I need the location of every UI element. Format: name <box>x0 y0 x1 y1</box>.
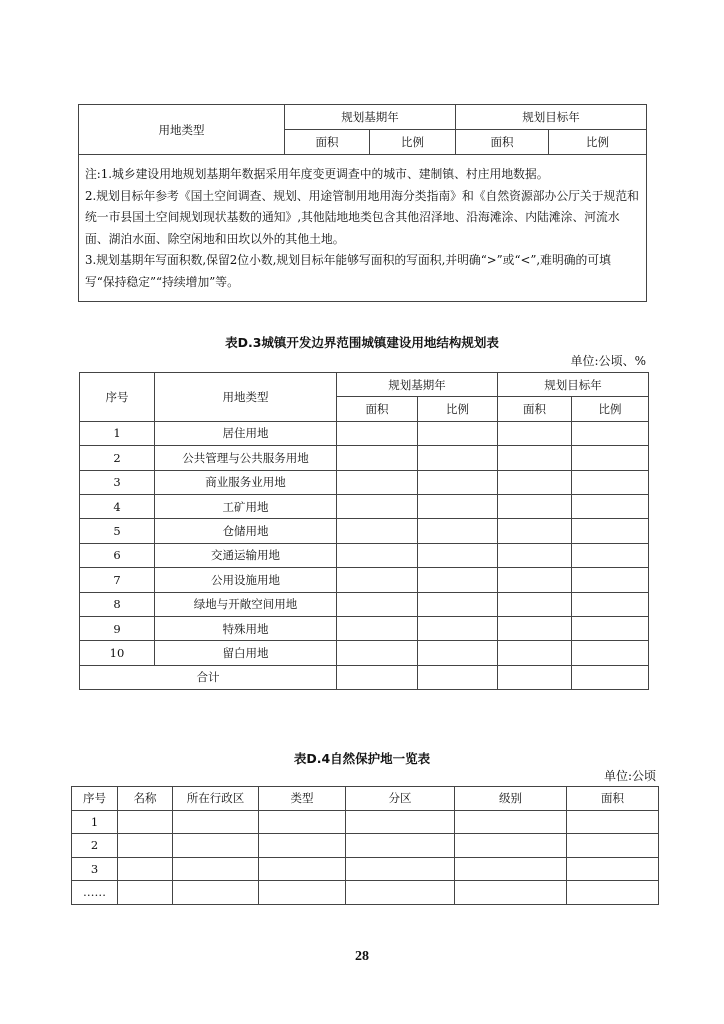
table-row <box>72 857 659 881</box>
row-land-type: 商业服务业用地 <box>155 470 337 494</box>
column-header: 面积 <box>567 787 659 811</box>
table-cell[interactable] <box>118 881 173 905</box>
table-cell[interactable] <box>418 543 498 567</box>
table-cell[interactable] <box>337 665 418 689</box>
column-header: 分区 <box>346 787 455 811</box>
row-number: 9 <box>80 616 155 640</box>
row-number: 2 <box>72 834 118 858</box>
row-number: 3 <box>72 857 118 881</box>
table-cell[interactable] <box>337 494 418 518</box>
table-cell[interactable] <box>572 568 649 592</box>
col-base-area: 面积 <box>337 397 418 421</box>
col-target-ratio: 比例 <box>549 130 647 155</box>
table-cell[interactable] <box>498 641 572 665</box>
table-cell[interactable] <box>418 470 498 494</box>
table-cell[interactable] <box>498 446 572 470</box>
table-cell[interactable] <box>572 641 649 665</box>
table-row <box>80 616 649 640</box>
row-land-type: 特殊用地 <box>155 616 337 640</box>
row-land-type: 工矿用地 <box>155 494 337 518</box>
row-number: 2 <box>80 446 155 470</box>
table-cell[interactable] <box>173 881 259 905</box>
table-cell[interactable] <box>346 810 455 834</box>
table-cell[interactable] <box>418 494 498 518</box>
table-cell[interactable] <box>346 857 455 881</box>
table-row <box>80 519 649 543</box>
row-number: 5 <box>80 519 155 543</box>
column-header: 名称 <box>118 787 173 811</box>
table-row <box>80 543 649 567</box>
table-d3-caption: 表D.3城镇开发边界范围城镇建设用地结构规划表 <box>225 335 499 350</box>
col-base-ratio: 比例 <box>418 397 498 421</box>
col-base-year: 规划基期年 <box>337 373 498 397</box>
note-3: 3.规划基期年写面积数,保留2位小数,规划目标年能够写面积的写面积,并明确“>”或“<”,难明确的可填写“保持稳定”“持续增加”等。 <box>85 253 611 289</box>
table-cell[interactable] <box>118 857 173 881</box>
table-row <box>80 446 649 470</box>
table-row <box>80 568 649 592</box>
row-number: 3 <box>80 470 155 494</box>
column-header: 序号 <box>72 787 118 811</box>
row-number: 6 <box>80 543 155 567</box>
table-cell[interactable] <box>418 665 498 689</box>
table-row <box>72 834 659 858</box>
row-number: 1 <box>72 810 118 834</box>
table-cell[interactable] <box>567 881 659 905</box>
table-cell[interactable] <box>418 519 498 543</box>
col-land-type: 用地类型 <box>79 105 285 155</box>
table-cell[interactable] <box>567 834 659 858</box>
column-header: 级别 <box>455 787 567 811</box>
table-cell[interactable] <box>337 421 418 445</box>
note-2: 2.规划目标年参考《国土空间调查、规划、用途管制用地用海分类指南》和《自然资源部办公厅关于规范和统一市县国土空间规划现状基数的通知》,其他陆地地类包含其他沼泽地、沿海滩涂、内陆滩涂、河流水面、湖泊水面、除空闲地和田坎以外的其他土地。 <box>85 188 639 246</box>
table-d4-unit: 单位:公顷 <box>603 769 656 783</box>
table-cell[interactable] <box>418 641 498 665</box>
table-cell[interactable] <box>572 494 649 518</box>
table-cell[interactable] <box>173 810 259 834</box>
table-cell[interactable] <box>572 421 649 445</box>
table-cell[interactable] <box>337 616 418 640</box>
table-cell[interactable] <box>337 543 418 567</box>
table-cell[interactable] <box>455 810 567 834</box>
table-cell[interactable] <box>418 616 498 640</box>
row-number: 7 <box>80 568 155 592</box>
table-row <box>80 494 649 518</box>
table-cell[interactable] <box>418 421 498 445</box>
col-target-year: 规划目标年 <box>456 105 647 130</box>
table-d3-unit: 单位:公顷、% <box>570 354 646 368</box>
table-cell[interactable] <box>572 616 649 640</box>
table-cell[interactable] <box>498 494 572 518</box>
col-land-type: 用地类型 <box>155 373 337 422</box>
table-row <box>80 592 649 616</box>
table-cell[interactable] <box>337 446 418 470</box>
row-land-type: 交通运输用地 <box>155 543 337 567</box>
row-number: 1 <box>80 421 155 445</box>
row-land-type: 绿地与开敞空间用地 <box>155 592 337 616</box>
table-notes <box>79 155 647 302</box>
table-cell[interactable] <box>418 592 498 616</box>
table-cell[interactable] <box>259 810 346 834</box>
table-cell[interactable] <box>418 568 498 592</box>
table-cell[interactable] <box>337 519 418 543</box>
table-cell[interactable] <box>498 543 572 567</box>
table-cell[interactable] <box>337 568 418 592</box>
table-row <box>80 421 649 445</box>
table-d4 <box>71 786 659 905</box>
col-base-ratio: 比例 <box>370 130 456 155</box>
table-cell[interactable] <box>498 568 572 592</box>
table-cell[interactable] <box>455 857 567 881</box>
column-header: 类型 <box>259 787 346 811</box>
total-label: 合计 <box>80 665 337 689</box>
table-d3 <box>79 372 649 690</box>
page-number: 28 <box>355 949 369 964</box>
col-target-ratio: 比例 <box>572 397 649 421</box>
table-cell[interactable] <box>337 470 418 494</box>
table-cell[interactable] <box>259 834 346 858</box>
table-row <box>80 470 649 494</box>
row-land-type: 公用设施用地 <box>155 568 337 592</box>
table-cell[interactable] <box>259 881 346 905</box>
table-cell[interactable] <box>572 665 649 689</box>
col-target-year: 规划目标年 <box>498 373 649 397</box>
table-cell[interactable] <box>572 470 649 494</box>
row-land-type: 公共管理与公共服务用地 <box>155 446 337 470</box>
table-row <box>80 641 649 665</box>
table-cell[interactable] <box>337 592 418 616</box>
table-cell[interactable] <box>498 592 572 616</box>
table-cell[interactable] <box>118 810 173 834</box>
land-use-table-continued <box>78 104 647 302</box>
table-cell[interactable] <box>567 810 659 834</box>
table-cell[interactable] <box>498 616 572 640</box>
note-1: 注:1.城乡建设用地规划基期年数据采用年度变更调查中的城市、建制镇、村庄用地数据。 <box>85 167 549 181</box>
table-cell[interactable] <box>572 519 649 543</box>
table-cell[interactable] <box>346 881 455 905</box>
table-cell[interactable] <box>572 446 649 470</box>
table-d4-caption: 表D.4自然保护地一览表 <box>293 751 431 766</box>
table-cell[interactable] <box>498 421 572 445</box>
table-cell[interactable] <box>498 665 572 689</box>
row-number: 10 <box>80 641 155 665</box>
row-land-type: 仓储用地 <box>155 519 337 543</box>
table-cell[interactable] <box>173 834 259 858</box>
table-cell[interactable] <box>498 470 572 494</box>
table-cell[interactable] <box>259 857 346 881</box>
row-number: 4 <box>80 494 155 518</box>
col-base-year: 规划基期年 <box>285 105 456 130</box>
table-cell[interactable] <box>118 834 173 858</box>
table-cell[interactable] <box>418 446 498 470</box>
table-row <box>72 810 659 834</box>
table-row <box>72 881 659 905</box>
table-cell[interactable] <box>455 834 567 858</box>
table-cell[interactable] <box>572 592 649 616</box>
table-cell[interactable] <box>567 857 659 881</box>
table-cell[interactable] <box>455 881 567 905</box>
row-land-type: 留白用地 <box>155 641 337 665</box>
row-number: …… <box>72 881 118 905</box>
table-cell[interactable] <box>173 857 259 881</box>
col-target-area: 面积 <box>456 130 549 155</box>
column-header: 所在行政区 <box>173 787 259 811</box>
table-cell[interactable] <box>498 519 572 543</box>
row-number: 8 <box>80 592 155 616</box>
table-cell[interactable] <box>346 834 455 858</box>
row-land-type: 居住用地 <box>155 421 337 445</box>
col-base-area: 面积 <box>285 130 370 155</box>
col-no: 序号 <box>80 373 155 422</box>
col-target-area: 面积 <box>498 397 572 421</box>
table-cell[interactable] <box>572 543 649 567</box>
table-cell[interactable] <box>337 641 418 665</box>
